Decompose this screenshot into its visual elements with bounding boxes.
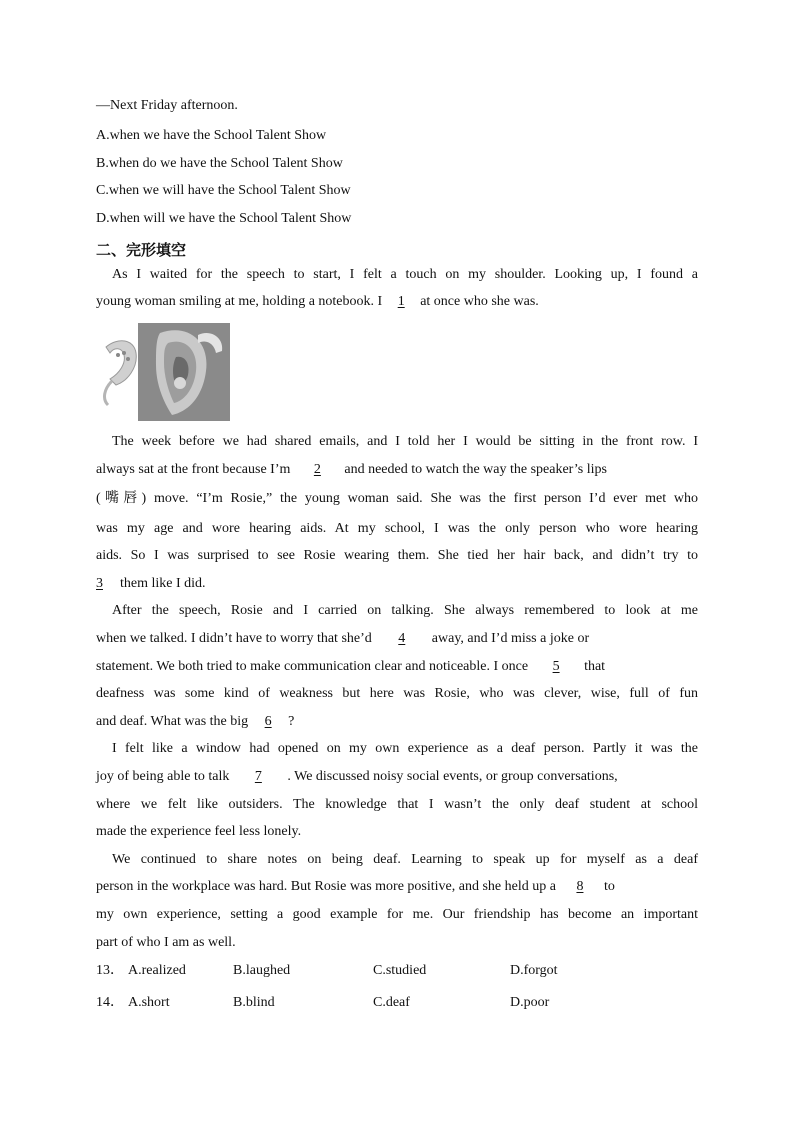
- passage-text: ?: [288, 714, 295, 729]
- passage-text: and deaf. What was the big: [96, 714, 249, 729]
- passage-line: After the speech, Rosie and I carried on talking. She always remembered to look at me: [112, 603, 698, 618]
- passage-text: at once who she was.: [420, 294, 539, 309]
- passage-line: As I waited for the speech to start, I felt a touch on my shoulder. Looking up, I found a: [112, 267, 698, 282]
- passage-text: them like I did.: [120, 576, 206, 591]
- passage-line: was my age and wore hearing aids. At my school, I was the only person who wore hearing: [96, 521, 698, 536]
- passage-line: part of who I am as well.: [96, 935, 236, 950]
- passage-text: . We discussed noisy social events, or group conversations,: [287, 769, 618, 784]
- passage-line: [96, 575, 206, 593]
- hearing-aid-image: [98, 323, 230, 421]
- passage-line: my own experience, setting a good example for me. Our friendship has become an important: [96, 907, 698, 922]
- passage-text: that: [584, 659, 606, 674]
- passage-line: [96, 630, 589, 648]
- passage-text: always sat at the front because I’m: [96, 462, 291, 477]
- passage-line: We continued to share notes on being deaf. Learning to speak up for myself as a deaf: [112, 852, 698, 867]
- passage-text: when we talked. I didn’t have to worry that she’d: [96, 631, 372, 646]
- passage-line: (嘴唇) move. “I’m Rosie,” the young woman said. She was the first person I’d ever met who: [96, 491, 698, 506]
- passage-text: to: [603, 879, 615, 894]
- blank-3: 3: [96, 576, 103, 591]
- passage-text: away, and I’d miss a joke or: [431, 631, 590, 646]
- choice-d: D.poor: [510, 995, 550, 1010]
- passage-line: The week before we had shared emails, and I told her I would be sitting in the front row. I: [112, 434, 698, 449]
- passage-line: [96, 658, 605, 676]
- choice-a: A.realized: [128, 963, 186, 978]
- option-c: C.when we will have the School Talent Show: [96, 183, 351, 198]
- passage-line: aids. So I was surprised to see Rosie wearing them. She tied her hair back, and didn’t try to: [96, 548, 698, 563]
- passage-text: statement. We both tried to make communication clear and noticeable. I once: [96, 659, 529, 674]
- blank-6: 6: [264, 714, 272, 729]
- passage-line: made the experience feel less lonely.: [96, 824, 302, 839]
- passage-text: young woman smiling at me, holding a notebook. I: [96, 294, 383, 309]
- hearing-aid-icon: [98, 323, 230, 421]
- question-number: 13．: [96, 963, 124, 978]
- passage-text: and needed to watch the way the speaker’s lips: [344, 462, 607, 477]
- option-a: A.when we have the School Talent Show: [96, 128, 327, 143]
- option-b: B.when do we have the School Talent Show: [96, 156, 343, 171]
- passage-line: where we felt like outsiders. The knowledge that I wasn’t the only deaf student at school: [96, 797, 698, 812]
- choice-c: C.studied: [373, 963, 427, 978]
- passage-line: [96, 713, 294, 731]
- blank-5: 5: [552, 659, 560, 674]
- choice-a: A.short: [128, 995, 170, 1010]
- passage-line: deafness was some kind of weakness but here was Rosie, who was clever, wise, full of fun: [96, 686, 698, 701]
- question-number: 14．: [96, 995, 124, 1010]
- choice-b: B.blind: [233, 995, 275, 1010]
- choice-c: C.deaf: [373, 995, 410, 1010]
- section-heading: 二、完形填空: [96, 241, 187, 259]
- dialogue-answer: —Next Friday afternoon.: [96, 98, 238, 113]
- passage-line: [96, 461, 607, 479]
- passage-line: I felt like a window had opened on my own experience as a deaf person. Partly it was the: [112, 741, 698, 756]
- passage-line: [96, 878, 615, 896]
- choice-d: D.forgot: [510, 963, 558, 978]
- passage-line: [96, 768, 618, 786]
- passage-text: joy of being able to talk: [96, 769, 230, 784]
- blank-8: 8: [576, 879, 584, 894]
- option-d: D.when will we have the School Talent Show: [96, 211, 352, 226]
- blank-1: 1: [397, 294, 405, 309]
- blank-4: 4: [398, 631, 406, 646]
- choice-b: B.laughed: [233, 963, 291, 978]
- blank-7: 7: [254, 769, 262, 784]
- passage-line: [96, 293, 539, 311]
- passage-text: person in the workplace was hard. But Rosie was more positive, and she held up a: [96, 879, 556, 894]
- blank-2: 2: [313, 462, 321, 477]
